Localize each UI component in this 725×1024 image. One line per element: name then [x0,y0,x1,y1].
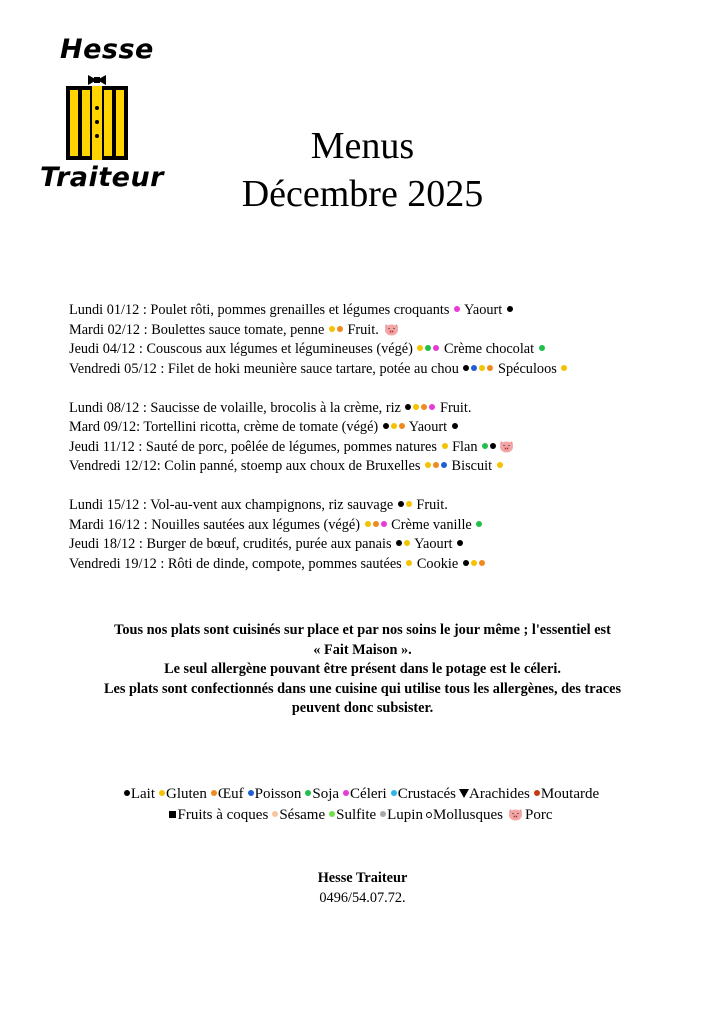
legend-label: Porc [525,807,553,823]
menu-week [69,399,568,477]
legend-item [379,807,423,823]
meal-text: Vendredi 12/12: Colin panné, stoemp aux choux de Bruxelles [69,458,424,474]
sulfite-dot-icon [329,811,335,817]
legend-item [342,786,387,802]
triangle-icon [459,789,469,798]
gluten-dot-icon [159,790,165,796]
legend-item [169,807,268,823]
soja-dot-icon [539,345,545,351]
lupin-dot-icon [380,811,386,817]
notice [0,621,725,719]
legend-item [123,786,155,802]
meal-text: Lundi 08/12 : Saucisse de volaille, brocolis à la crème, riz [69,399,405,416]
menu-line [69,457,568,477]
gluten-dot-icon [365,521,371,527]
crustaces-dot-icon [391,790,397,796]
lait-dot-icon [490,443,496,449]
lait-dot-icon [452,423,458,429]
lait-dot-icon [383,423,389,429]
menu-line [69,535,568,555]
lait-dot-icon [457,540,463,546]
gluten-dot-icon [479,365,485,371]
dessert-text: Biscuit [447,458,496,474]
legend-label: Poisson [254,786,302,802]
notice-line: Les plats sont confectionnés dans une cuisine qui utilise tous les allergènes, des traces [103,680,622,697]
celeri-dot-icon [343,790,349,796]
title-line-2: Décembre 2025 [241,173,484,215]
title-line-1: Menus [310,125,415,167]
menu-line [69,418,568,438]
legend-item [247,786,302,802]
oeuf-dot-icon [211,790,217,796]
legend-item [304,786,339,802]
legend-label: Lait [130,786,155,802]
gluten-dot-icon [425,462,431,468]
meal-text: Mardi 16/12 : Nouilles sautées aux légumes (végé) [69,516,364,533]
lait-dot-icon [396,540,402,546]
legend-label: Sulfite [336,807,377,823]
gluten-dot-icon [404,540,410,546]
legend-item [390,786,456,802]
logo-text-bottom: Traiteur [40,162,164,193]
menu-list [69,301,568,594]
legend-row [0,805,725,826]
dessert-text: Yaourt [405,419,451,435]
soja-dot-icon [482,443,488,449]
legend-label: Céleri [350,786,387,802]
gluten-dot-icon [391,423,397,429]
legend-label: Lupin [387,807,423,823]
meal-text: Lundi 01/12 : Poulet rôti, pommes grenailles et légumes croquants [69,302,453,318]
poisson-dot-icon [471,365,477,371]
celeri-dot-icon [429,404,435,410]
legend-label: Soja [312,786,340,802]
menu-line [69,496,568,516]
gluten-dot-icon [497,462,503,468]
legend-item [210,786,244,802]
legend-label: Crustacés [397,786,457,802]
legend-label: Gluten [166,786,207,802]
celeri-dot-icon [381,521,387,527]
menu-line [69,516,568,536]
lait-dot-icon [463,560,469,566]
dessert-text: Fruit. [436,399,472,416]
footer-name: Hesse Traiteur [317,870,408,886]
legend-label: Arachides [469,786,530,802]
ring-icon [426,812,432,818]
gluten-dot-icon [471,560,477,566]
oeuf-dot-icon [487,365,493,371]
poisson-dot-icon [441,462,447,468]
legend-item [158,786,207,802]
gluten-dot-icon [417,345,423,351]
menu-line [69,321,568,341]
legend-item [271,807,325,823]
poisson-dot-icon [248,790,254,796]
legend-label: Moutarde [540,786,600,802]
dessert-text: Cookie [413,555,462,572]
gluten-dot-icon [413,404,419,410]
oeuf-dot-icon [373,521,379,527]
legend-label: Sésame [279,807,326,823]
menu-week [69,496,568,574]
logo-text-top: Hesse [60,34,154,65]
menu-line [69,301,568,321]
legend-item [426,807,503,823]
notice-line: Le seul allergène pouvant être présent dans le potage est le céleri. [164,661,561,677]
legend-item [459,786,530,802]
lait-dot-icon [463,365,469,371]
legend-item [506,807,553,823]
oeuf-dot-icon [399,423,405,429]
meal-text: Jeudi 11/12 : Sauté de porc, poêlée de légumes, pommes natures [69,438,441,455]
celeri-dot-icon [454,306,460,312]
meal-text: Mard 09/12: Tortellini ricotta, crème de tomate (végé) [69,419,382,435]
moutarde-dot-icon [534,790,540,796]
meal-text: Jeudi 18/12 : Burger de bœuf, crudités, purée aux panais [69,536,396,552]
legend-row [0,784,725,805]
soja-dot-icon [305,790,311,796]
gluten-dot-icon [406,501,412,507]
legend-item [328,807,376,823]
soja-dot-icon [476,521,482,527]
meal-text: Vendredi 05/12 : Filet de hoki meunière sauce tartare, potée au chou [69,360,463,377]
lait-dot-icon [124,790,130,796]
menu-line [69,399,568,419]
legend-label: Mollusques [432,807,503,823]
pig-icon [508,808,523,821]
dessert-text: Flan [448,438,482,455]
legend-item [533,786,599,802]
gluten-dot-icon [329,326,335,332]
meal-text: Mardi 02/12 : Boulettes sauce tomate, penne [69,321,328,338]
menu-line [69,438,568,458]
dessert-text: Crème vanille [387,516,476,533]
gluten-dot-icon [442,443,448,449]
page-title [0,122,725,218]
pig-icon [384,323,399,336]
meal-text: Vendredi 19/12 : Rôti de dinde, compote, pommes sautées [69,555,406,572]
menu-line [69,555,568,575]
celeri-dot-icon [433,345,439,351]
footer [0,868,725,908]
sesame-dot-icon [272,811,278,817]
dessert-text: Spéculoos [494,360,561,377]
menu-line [69,360,568,380]
oeuf-dot-icon [337,326,343,332]
gluten-dot-icon [561,365,567,371]
legend-label: Fruits à coques [177,807,269,823]
dessert-text: Yaourt [411,536,456,552]
dessert-text: Crème chocolat [440,341,538,357]
legend-label: Œuf [217,786,244,802]
lait-dot-icon [398,501,404,507]
lait-dot-icon [405,404,411,410]
meal-text: Lundi 15/12 : Vol-au-vent aux champignons, riz sauvage [69,497,397,513]
footer-phone: 0496/54.07.72. [319,890,406,906]
square-icon [169,811,176,818]
menu-line [69,340,568,360]
menu-week [69,301,568,379]
notice-line: peuvent donc subsister. [291,700,434,716]
soja-dot-icon [425,345,431,351]
pig-icon [499,440,514,453]
lait-dot-icon [507,306,513,312]
notice-line: « Fait Maison ». [313,641,412,658]
notice-line: Tous nos plats sont cuisinés sur place et par nos soins le jour même ; l'essentiel est [114,622,611,638]
oeuf-dot-icon [421,404,427,410]
oeuf-dot-icon [433,462,439,468]
dessert-text: Fruit. [343,321,383,338]
dessert-text: Fruit. [412,497,448,513]
meal-text: Jeudi 04/12 : Couscous aux légumes et légumineuses (végé) [69,341,417,357]
allergen-legend [0,784,725,826]
dessert-text: Yaourt [460,302,506,318]
gluten-dot-icon [406,560,412,566]
oeuf-dot-icon [479,560,485,566]
